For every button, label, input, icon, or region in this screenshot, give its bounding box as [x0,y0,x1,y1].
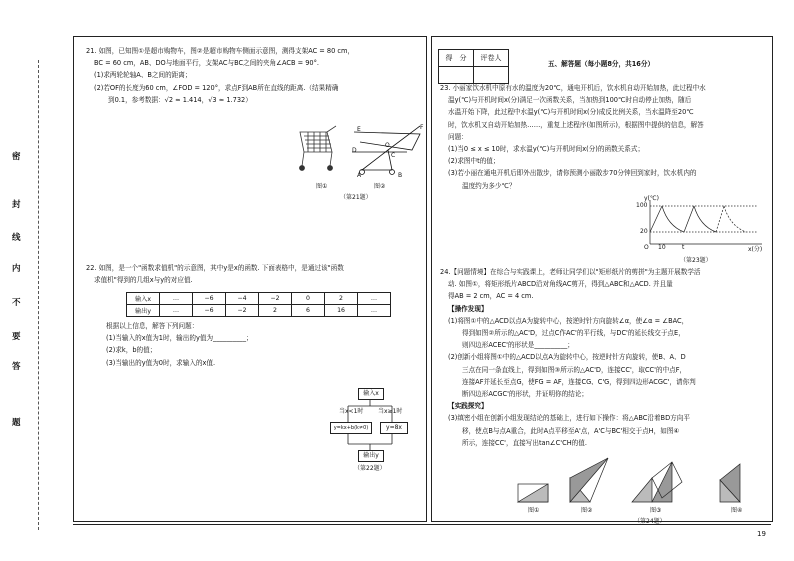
rectangle-cut-figures [512,454,762,516]
q24-line: 三点在同一条直线上，得到如图③所示的△AC'D，连接CC'，取CC'的中点F， [462,365,687,374]
q24-line: 得到如图②所示的△AC'D，过点C作AC'的平行线，与DC'的延长线交于点E， [462,329,685,338]
q23-line: 问题： [448,132,468,141]
label-B: B [398,172,403,179]
q21-line: BC = 60 cm，AB、DO与地面平行，支架AC与BC之间的夹角∠ACB = 90°. [94,59,320,68]
question-24 [440,266,701,449]
table-cell: −2 [259,293,292,305]
q23-line: (1)当0 ≤ x ≤ 10时，求水温y(℃)与开机时间x(分)的函数关系式； [448,145,645,154]
value-table [126,292,391,317]
q21-line: (1)求两轮轮轴A、B之间的距离； [94,71,192,80]
seal-char: 答 [12,362,21,372]
table-cell: … [160,305,193,317]
table-row [127,305,391,317]
seal-char: 封 [12,200,21,210]
score-cell[interactable] [439,67,474,84]
q22-line: 根据以上信息，解答下列问题： [106,322,199,330]
q21-line: 21. 如图，已知图①是超市购物车，图②是超市购物车侧面示意图，测得支架AC = 80 cm， [86,47,355,55]
table-row [127,293,391,305]
q22-line: (1)当输入的x值为1时，输出的y值为__________； [106,334,253,343]
q23-line: 温度约为多少℃？ [462,181,516,190]
section-title: 五、解答题（每小题8分，共16分） [548,60,655,68]
fig-label: 图② [374,183,386,190]
table-cell: … [358,305,391,317]
q22-line: (2)求k，b的值； [106,346,157,355]
figure-caption: （第21题） [340,194,372,201]
fig-label: 图③ [650,507,662,514]
seal-char: 要 [12,332,21,342]
question-23 [440,82,706,192]
figure-caption: （第22题） [354,465,386,472]
grader-label: 评卷人 [474,50,509,67]
page-number: 19 [757,530,766,538]
q24-line: 所示，连接CC'，直接写出tan∠C'CH的值. [462,438,587,447]
seal-char: 内 [12,264,21,274]
question-21 [86,45,354,106]
q24-line: 移，使点B与点A重合，此时A点平移至A'点，A'C与BC'相交于点H，如图④ [462,426,680,435]
q24-line: (1)将图①中的△ACD以点A为旋转中心，按逆时针方向旋转∠α，使∠α = ∠BAC， [448,316,689,325]
q21-line: (2)若OF的长度为60 cm，∠FOD = 120°，求点F到AB所在直线的距离.（结果精确 [94,83,339,92]
label-F: F [420,124,424,131]
q23-line: 水温开始下降，此过程中水温y(℃)与开机时间x(分)成反比例关系，当水温降至20℃ [448,108,694,117]
flow-output: 输出y [358,450,384,462]
label-E: E [357,126,361,133]
q24-line: 动. 如图①，将矩形纸片ABCD沿对角线AC剪开，得到△ABC和△ACD. 并且量 [448,280,673,289]
table-cell: −2 [226,305,259,317]
graph-x-axis-label: x(分) [748,246,763,253]
graph-origin: O [644,244,649,251]
fig-label: 图④ [731,507,743,514]
q23-line: 时，饮水机又自动开始加热……，重复上述程序(如图所示)，根据图中提供的信息，解答 [448,120,704,129]
q23-line: (2)求图中t的值； [448,157,500,166]
q24-line: 得AB = 2 cm，AC = 4 cm. [448,292,534,301]
table-cell: −4 [226,293,259,305]
graph-y100: 100 [636,202,648,209]
fig-label: 图② [581,507,593,514]
q22-line: 求值机"得到的几组x与y的对应值. [94,276,193,285]
table-cell: 输出y [127,305,160,317]
table-cell: 6 [292,305,325,317]
q22-line: (3)当输出的y值为0时，求输入的x值. [106,358,216,367]
flow-right-box: y=8x [380,422,408,434]
fig-label: 图① [316,183,328,190]
score-label: 得 分 [439,50,474,67]
graph-y-axis-label: y(℃) [644,195,659,202]
q24-line: 24.【问题情境】在综合与实践课上，老师让同学们以"矩形纸片的剪拼"为主题开展数学活 [440,268,701,276]
seal-char: 线 [12,233,21,243]
q24-line: (3)缜密小组在创新小组发现结论的基础上，进行如下操作：将△ABC沿着BD方向平 [448,414,690,423]
q23-line: (3)若小丽在通电开机后即外出散步，请你预测小丽散步70分钟回到家时，饮水机内的 [448,169,697,178]
flow-cond-right: 当x≥1时 [378,408,403,415]
graph-xt: t [682,244,685,251]
figure-caption: （第24题） [634,518,666,525]
q23-line: 温y(℃)与开机时间x(分)满足一次函数关系，当加热到100℃时自动停止加热，随后 [448,96,692,105]
fig-label: 图① [528,507,540,514]
question-22-parts [106,320,253,369]
q24-line: 断四边形ACGC'的形状，并证明你的结论； [462,390,589,399]
table-cell: … [160,293,193,305]
label-O: O [385,142,390,149]
score-box [438,49,509,84]
q24-line: 【操作发现】 [448,304,488,313]
label-A: A [357,172,362,179]
seal-dashed-line [38,60,39,530]
q24-line: 【实践探究】 [448,402,488,411]
q22-line: 22. 如图，是一个"函数求值机"的示意图，其中y是x的函数. 下面表格中，是通过该"函数 [86,264,344,272]
q24-line: 则四边形ACEC'的形状是__________； [462,341,574,350]
table-cell: −6 [193,293,226,305]
table-cell: 2 [325,293,358,305]
table-cell: … [358,293,391,305]
figure-caption: （第23题） [680,257,712,264]
flow-cond-left: 当x<1时 [339,408,364,415]
seal-char: 密 [12,152,21,162]
q21-line: 到0.1，参考数据：√2 ≈ 1.414，√3 ≈ 1.732） [108,95,252,104]
table-cell: 0 [292,293,325,305]
table-cell: −6 [193,305,226,317]
question-22 [86,262,344,286]
table-cell: 16 [325,305,358,317]
bottom-rule [73,524,771,525]
label-C: C [391,152,396,159]
seal-char: 题 [12,418,21,428]
flow-input: 输入x [358,388,384,400]
grader-cell[interactable] [474,67,509,84]
table-cell: 2 [259,305,292,317]
graph-x10: 10 [658,244,666,251]
q23-line: 23. 小丽家饮水机中原有水的温度为20℃，通电开机后，饮水机自动开始加热，此过程中水 [440,84,706,92]
table-cell: 输入x [127,293,160,305]
graph-y20: 20 [640,228,648,235]
seal-char: 不 [12,298,21,308]
label-D: D [352,147,357,154]
q24-line: 连接AF并延长至点G，使FG = AF，连接CG、C'G，得到四边形ACGC'，请你判 [462,377,696,386]
q24-line: (2)创新小组将图①中的△ACD以点A为旋转中心，按逆时针方向旋转，使B、A、D [448,353,686,362]
flow-left-box: y=kx+b(k≠0) [330,422,372,434]
